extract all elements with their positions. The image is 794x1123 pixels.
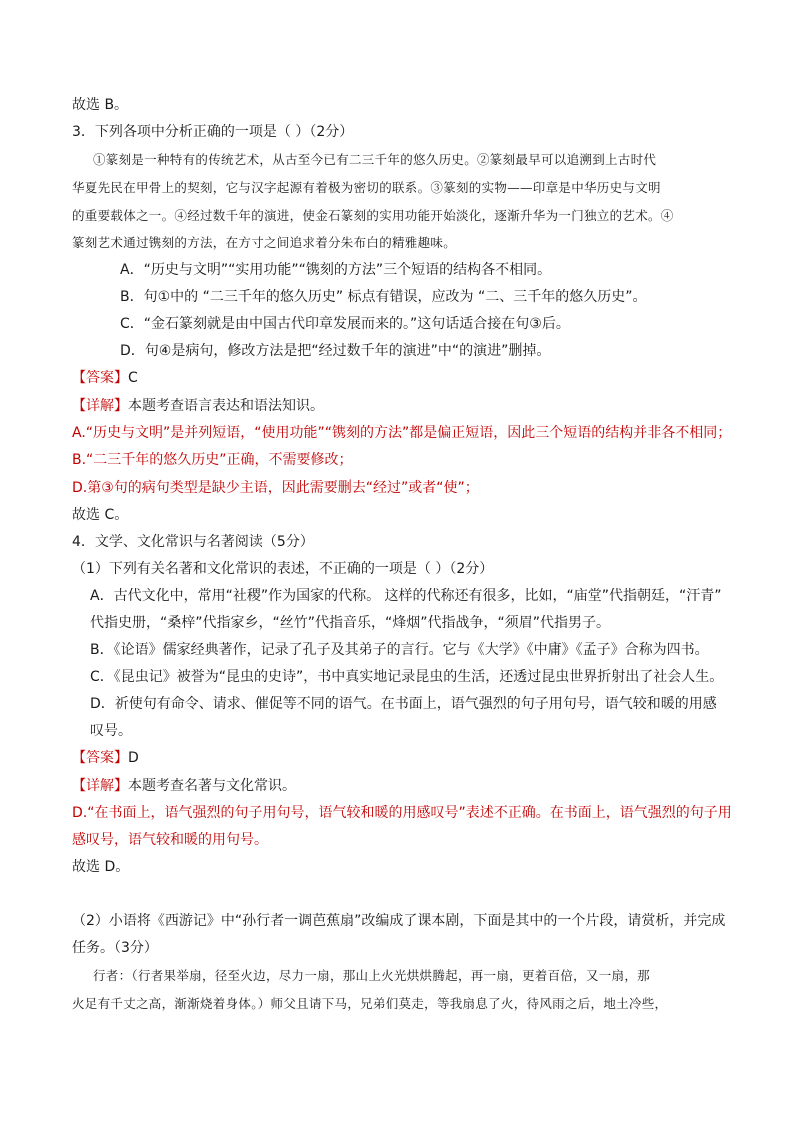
q4-sub1-title: （1）下列有关名著和文化常识的表述，不正确的一项是（ ）（2分） [72,561,494,577]
q3-analysis-line: D.第③句的病句类型是缺少主语，因此需要删去“经过”或者“使”； [72,480,479,496]
q3-detail [72,396,324,416]
q3-option-b: B．句①中的 “二三千年的悠久历史” 标点有错误，应改为 “二、三千年的悠久历史”。 [120,289,647,305]
q3-option-a: A．“历史与文明”“实用功能”“镌刻的方法”三个短语的结构各不相同。 [120,262,552,278]
q4-option-a-cont: 代指史册，“桑梓”代指家乡，“丝竹”代指音乐，“烽烟”代指战争，“须眉”代指男子。 [90,615,611,631]
answer-value: C [128,370,138,386]
q4-conclusion: 故选 D。 [72,859,130,875]
detail-text: 本题考查名著与文化常识。 [128,778,296,794]
q3-option-c: C．“金石篆刻就是由中国古代印章发展而来的。”这句话适合接在句③后。 [120,316,570,332]
q3-analysis-line: B.“二三千年的悠久历史”正确，不需要修改； [72,452,353,468]
q4-analysis-line: 感叹号，语气较和暖的用句号。 [72,832,268,848]
answer-tag: 【答案】 [72,750,128,766]
q4-option-d-cont: 叹号。 [90,723,132,739]
q3-analysis-line: A.“历史与文明”是并列短语，“使用功能”“镌刻的方法”都是偏正短语，因此三个短语的结构并非各不相同； [72,425,732,441]
q4-sub2-title-cont: 任务。（3分） [72,940,158,956]
detail-tag: 【详解】 [72,398,128,414]
q3-passage-line: 篆刻艺术通过镌刻的方法，在方寸之间追求着分朱布白的精雅趣味。 [72,235,457,250]
q4-script-line: 火足有千丈之高，渐渐烧着身体。）师父且请下马，兄弟们莫走，等我扇息了火，待风雨之后，地土冷些， [72,996,668,1011]
detail-tag: 【详解】 [72,778,128,794]
q3-conclusion: 故选 C。 [72,507,129,523]
q4-answer [72,748,139,768]
q3-answer [72,368,138,388]
q3-passage-line: ①篆刻是一种特有的传统艺术，从古至今已有二三千年的悠久历史。②篆刻最早可以追溯到上古时代 [93,152,657,167]
answer-value: D [128,750,139,766]
answer-tag: 【答案】 [72,370,128,386]
q4-option-b: B．《论语》儒家经典著作，记录了孔子及其弟子的言行。它与《大学》《中庸》《孟子》合称为四书。 [90,642,709,658]
q4-option-c: C．《昆虫记》被誉为“昆虫的史诗”，书中真实地记录昆虫的生活，还透过昆虫世界折射出了社会人生。 [90,669,724,685]
q4-sub2-title: （2）小语将《西游记》中“孙行者一调芭蕉扇”改编成了课本剧，下面是其中的一个片段，请赏析，并完成 [72,913,726,929]
q3-option-d: D．句④是病句，修改方法是把“经过数千年的演进”中“的演进”删掉。 [120,343,551,359]
q3-passage-line: 华夏先民在甲骨上的契刻，它与汉字起源有着极为密切的联系。③篆刻的实物——印章是中华历史与文明 [72,180,661,195]
q4-detail [72,776,296,796]
q4-option-d: D．祈使句有命令、请求、催促等不同的语气。在书面上，语气强烈的句子用句号，语气较和暖的用感 [90,696,717,712]
q2-conclusion: 故选 B。 [72,97,129,113]
detail-text: 本题考查语言表达和语法知识。 [128,398,324,414]
q3-passage-line: 的重要载体之一。④经过数千年的演进，使金石篆刻的实用功能开始淡化，逐渐升华为一门独立的艺术。④ [72,208,674,223]
q4-analysis-line: D.“在书面上，语气强烈的句子用句号，语气较和暖的用感叹号”表述不正确。在书面上，语气强烈的句子用 [72,805,732,821]
q3-title: 3．下列各项中分析正确的一项是（ ）（2分） [72,124,354,140]
q4-option-a: A．古代文化中，常用“社稷”作为国家的代称。 这样的代称还有很多，比如，“庙堂”代指朝廷，“汗青” [90,588,722,604]
q4-title: 4．文学、文化常识与名著阅读（5分） [72,534,314,550]
q4-script-line: 行者：（行者果举扇，径至火边，尽力一扇，那山上火光烘烘腾起，再一扇，更着百倍，又一扇，那 [93,968,650,983]
